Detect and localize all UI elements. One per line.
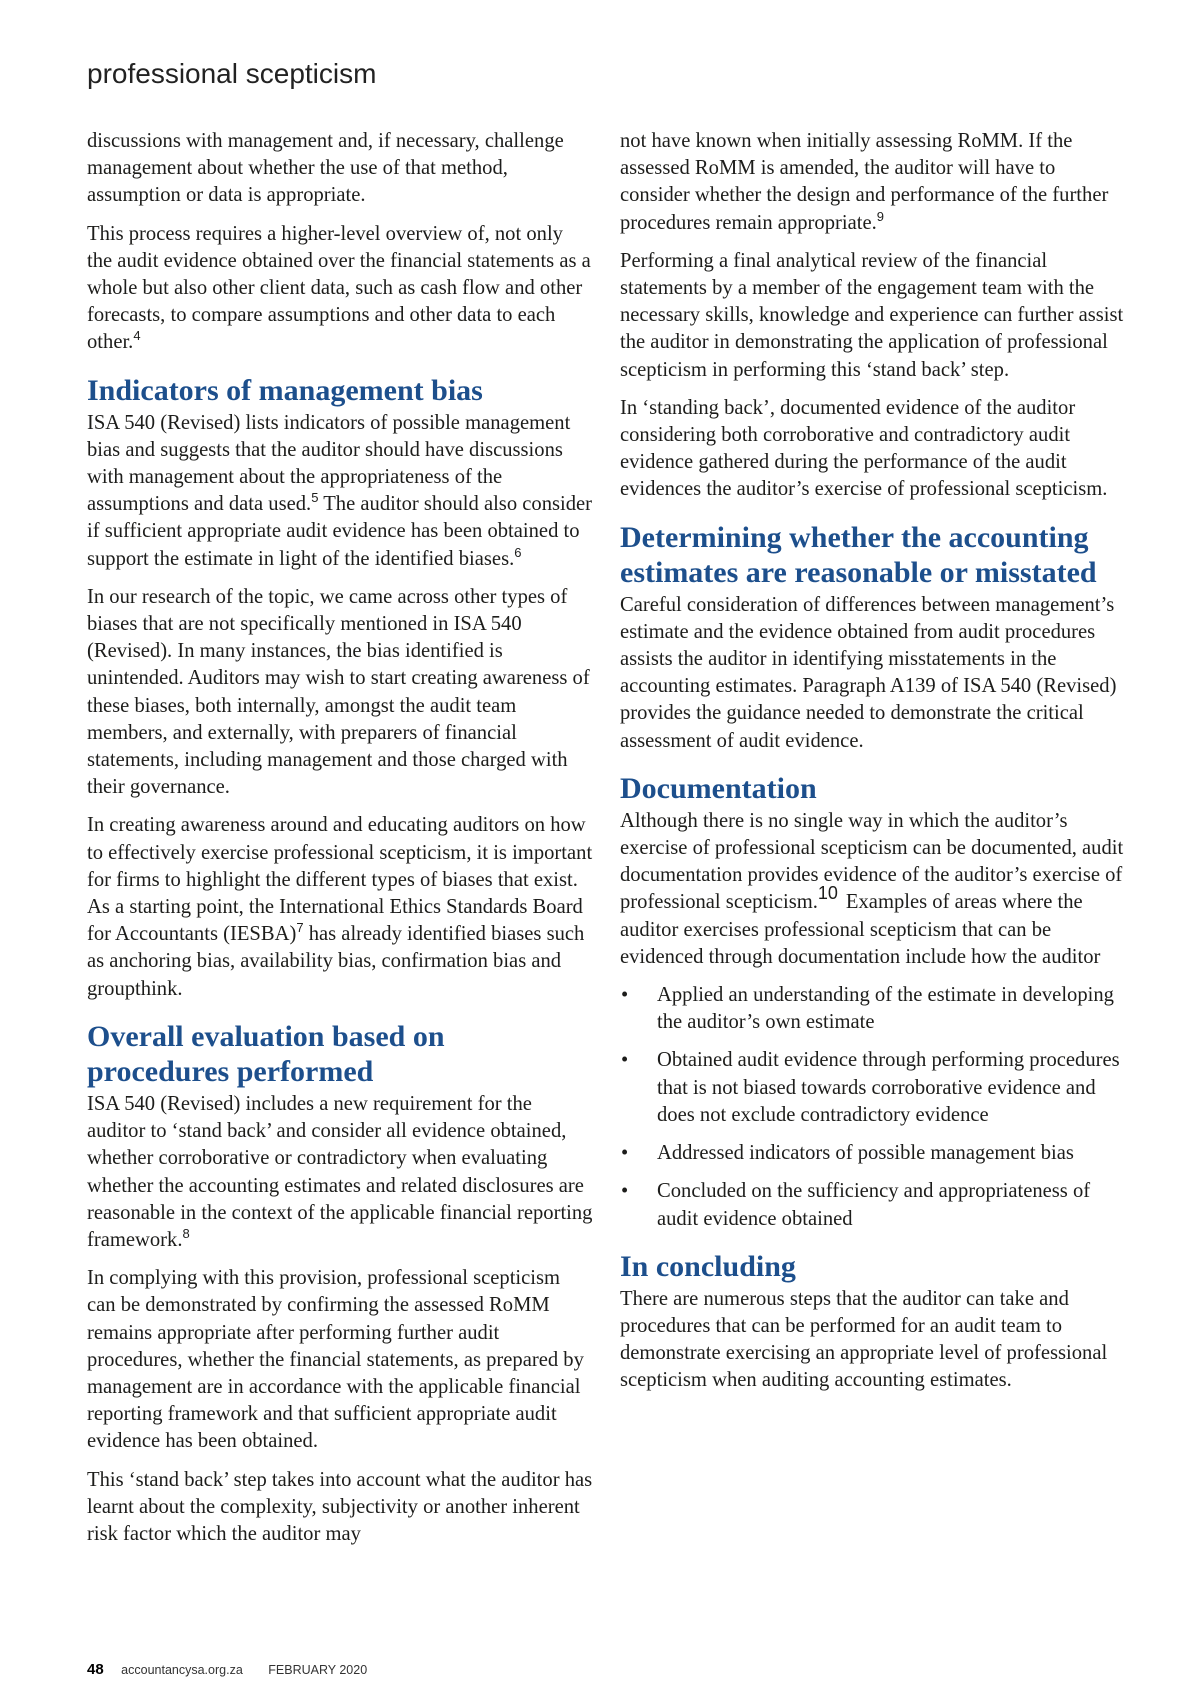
footnote-ref: 5 <box>311 490 319 506</box>
heading-concluding: In concluding <box>620 1249 796 1283</box>
list-item: • Addressed indicators of possible management bias <box>620 1140 1125 1167</box>
paragraph: In complying with this provision, professional scepticism can be demonstrated by confirming the assessed RoMM remains appropriate after performing further audit procedures, whether the financial statements, as prepared by management are in accordance with the applicable financial reporting framework and that sufficient appropriate audit evidence has been obtained. <box>87 1267 584 1453</box>
footnote-ref: 8 <box>182 1225 190 1241</box>
footnote-ref: 10 <box>817 883 838 904</box>
paragraph: Although there is no single way in which the auditor’s exercise of professional scepticism can be documented, audit documentation provides evidence of the auditor’s exercise of professional scepticism.$^{10}$ Examples of areas where the auditor exercises professional scepticism that can be evidenced through documentation include how the auditor <box>620 809 1124 968</box>
footnote-ref: 6 <box>514 544 522 560</box>
issue-date: FEBRUARY 2020 <box>268 1663 368 1677</box>
heading-documentation: Documentation <box>620 771 817 805</box>
paragraph: Careful consideration of differences between management’s estimate and the evidence obtained from audit procedures assists the auditor in identifying misstatements in the accounting estimates. Paragraph A139 of ISA 540 (Revised) provides the guidance needed to demonstrate the critical assessment of audit evidence. <box>620 593 1117 752</box>
paragraph: Performing a final analytical review of the financial statements by a member of the engagement team with the necessary skills, knowledge and experience can further assist the auditor in demonstrating the application of professional scepticism in performing this ‘stand back’ step. <box>620 249 1124 381</box>
footnote-ref: 7 <box>296 920 304 936</box>
website: accountancysa.org.za <box>121 1663 243 1677</box>
list-item: • Applied an understanding of the estimate in developing the auditor’s own estimate <box>620 982 1125 1036</box>
page-number: 48 <box>87 1661 104 1678</box>
documentation-list <box>620 982 1125 1233</box>
paragraph: This ‘stand back’ step takes into account what the auditor has learnt about the complexity, subjectivity or another inherent risk factor which the auditor may <box>87 1468 593 1545</box>
paragraph: This process requires a higher-level overview of, not only the audit evidence obtained over the financial statements as a whole but also other client data, such as cash flow and other forecasts, to compare assumptions and other data to each other.$^4$ <box>87 222 591 354</box>
right-column <box>620 128 1125 1406</box>
heading-management-bias: Indicators of management bias <box>87 373 483 407</box>
paragraph: not have known when initially assessing RoMM. If the assessed RoMM is amended, the auditor will have to consider whether the design and performance of the further procedures remain appropriate.$^9$ <box>620 130 1109 234</box>
paragraph: In creating awareness around and educating auditors on how to effectively exercise professional scepticism, it is important for firms to highlight the different types of biases that exist. As a starting point, the International Ethics Standards Board for Accountants (IESBA)$^7$ has already identified biases such as anchoring bias, availability bias, confirmation bias and groupthink. <box>87 814 593 1000</box>
section-title: professional scepticism <box>87 58 377 89</box>
paragraph: discussions with management and, if necessary, challenge management about whether the use of that method, assumption or data is appropriate. <box>87 130 564 207</box>
list-item: • Obtained audit evidence through performing procedures that is not biased towards corroborative evidence and does not exclude contradictory evidence <box>620 1047 1125 1129</box>
heading-overall-evaluation: Overall evaluation based on procedures performed <box>87 1019 445 1088</box>
paragraph: In our research of the topic, we came across other types of biases that are not specifically mentioned in ISA 540 (Revised). In many instances, the bias identified is unintended. Auditors may wish to start creating awareness of these biases, both internally, amongst the audit team members, and externally, with preparers of financial statements, including management and those charged with their governance. <box>87 585 590 799</box>
footnote-ref: 4 <box>133 328 141 344</box>
heading-determining: Determining whether the accounting estimates are reasonable or misstated <box>620 520 1097 589</box>
paragraph: There are numerous steps that the auditor can take and procedures that can be performed for an audit team to demonstrate exercising an appropriate level of professional scepticism when auditing accounting estimates. <box>620 1287 1108 1392</box>
paragraph: ISA 540 (Revised) lists indicators of possible management bias and suggests that the auditor should have discussions with management about the appropriateness of the assumptions and data used.$^5$ The auditor should also consider if sufficient appropriate audit evidence has been obtained to support the estimate in light of the identified biases.$^6$ <box>87 411 593 570</box>
left-column <box>87 128 593 1559</box>
list-item: • Concluded on the sufficiency and appropriateness of audit evidence obtained <box>620 1178 1125 1232</box>
paragraph: ISA 540 (Revised) includes a new requirement for the auditor to ‘stand back’ and consider all evidence obtained, whether corroborative or contradictory when evaluating whether the accounting estimates and related disclosures are reasonable in the context of the applicable financial reporting framework.$^8$ <box>87 1092 593 1251</box>
paragraph: In ‘standing back’, documented evidence of the auditor considering both corroborative and contradictory audit evidence gathered during the performance of the audit evidences the auditor’s exercise of professional scepticism. <box>620 396 1108 501</box>
page-footer <box>87 1661 367 1678</box>
footnote-ref: 9 <box>876 208 884 224</box>
